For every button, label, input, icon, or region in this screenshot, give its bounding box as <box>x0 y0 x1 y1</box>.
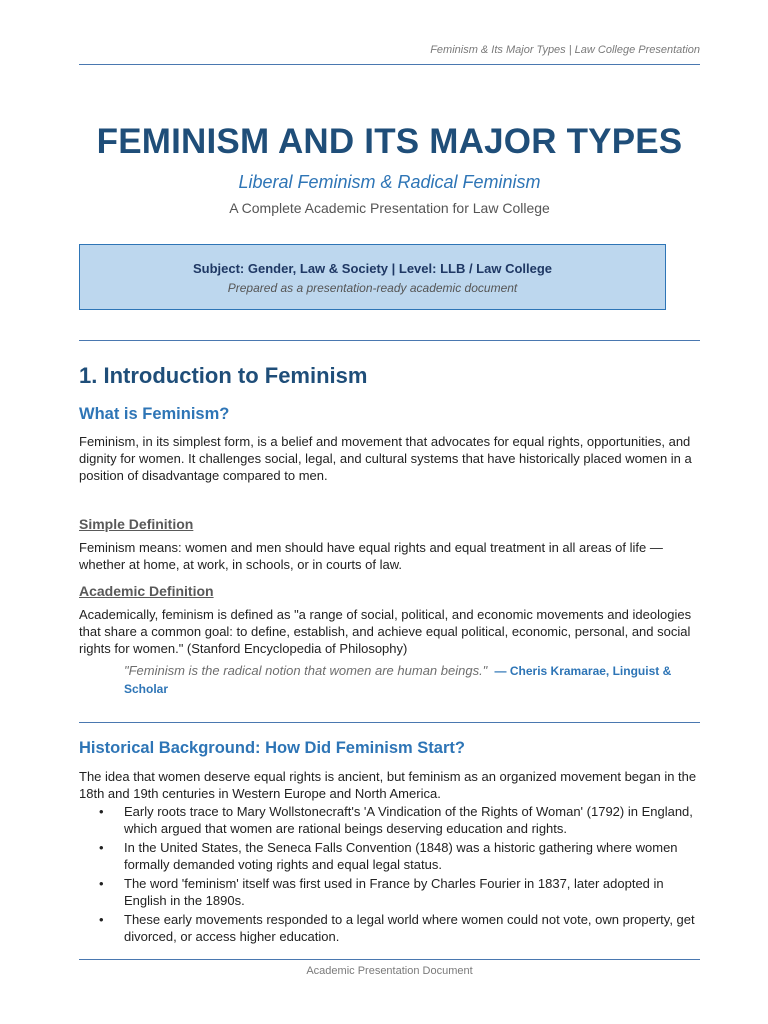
footer-rule <box>79 959 700 960</box>
list-item-text: The word 'feminism' itself was first used in France by Charles Fourier in 1837, later adopted in English in the 1890s. <box>124 876 664 908</box>
document-subtitle: Liberal Feminism & Radical Feminism <box>238 172 541 192</box>
paragraph-history-intro: The idea that women deserve equal rights is ancient, but feminism as an organized movement began in the 18th and 19th centuries in Western Europe and North America. <box>79 769 697 801</box>
subheading-what-is-feminism: What is Feminism? <box>79 405 230 423</box>
block-quote <box>124 662 684 698</box>
info-box-note: Prepared as a presentation-ready academic document <box>227 281 518 295</box>
quote-text: "Feminism is the radical notion that women are human beings." <box>124 663 488 678</box>
bullet-icon: • <box>99 876 104 891</box>
paragraph-simple-definition: Feminism means: women and men should have equal rights and equal treatment in all areas of life — whether at home, at work, in schools, or in courts of law. <box>79 540 663 572</box>
bullet-icon: • <box>99 840 104 855</box>
history-bullet-list <box>79 803 700 947</box>
list-item-text: In the United States, the Seneca Falls Convention (1848) was a historic gathering where women formally demanded voting rights and equal legal status. <box>124 840 678 872</box>
page-footer: Academic Presentation Document <box>306 965 473 977</box>
paragraph-what-is-feminism: Feminism, in its simplest form, is a belief and movement that advocates for equal rights, opportunities, and dignity for women. It challenges social, legal, and cultural systems that have historically placed women in a position of disadvantage compared to men. <box>79 434 692 483</box>
subheading-academic-definition: Academic Definition <box>79 583 214 599</box>
info-box-subject: Subject: Gender, Law & Society | Level: LLB / Law College <box>192 261 553 276</box>
list-item <box>79 875 700 909</box>
list-item <box>79 839 700 873</box>
running-header: Feminism & Its Major Types | Law College Presentation <box>430 44 700 56</box>
subheading-historical-background: Historical Background: How Did Feminism Start? <box>79 739 465 757</box>
section-heading-introduction: 1. Introduction to Feminism <box>79 363 368 388</box>
list-item-text: These early movements responded to a legal world where women could not vote, own property, get divorced, or access higher education. <box>124 912 695 944</box>
bullet-icon: • <box>99 912 104 927</box>
list-item <box>79 803 700 837</box>
list-item <box>79 911 700 945</box>
document-tagline: A Complete Academic Presentation for Law College <box>229 200 550 216</box>
bullet-icon: • <box>99 804 104 819</box>
header-rule <box>79 64 700 65</box>
quote-author: — Cheris Kramarae, Linguist & Scholar <box>124 664 672 696</box>
paragraph-academic-definition: Academically, feminism is defined as "a range of social, political, and economic movements and ideologies that share a common goal: to define, establish, and achieve equal political, economic, personal, and social rights for women." (Stanford Encyclopedia of Philosophy) <box>79 607 692 656</box>
section-divider <box>79 722 700 723</box>
list-item-text: Early roots trace to Mary Wollstonecraft's 'A Vindication of the Rights of Woman' (1792) in England, which argued that women are rational beings deserving education and rights. <box>124 804 693 836</box>
document-title: FEMINISM AND ITS MAJOR TYPES <box>96 122 683 161</box>
subheading-simple-definition: Simple Definition <box>79 516 194 532</box>
info-box <box>79 244 666 310</box>
section-divider <box>79 340 700 341</box>
